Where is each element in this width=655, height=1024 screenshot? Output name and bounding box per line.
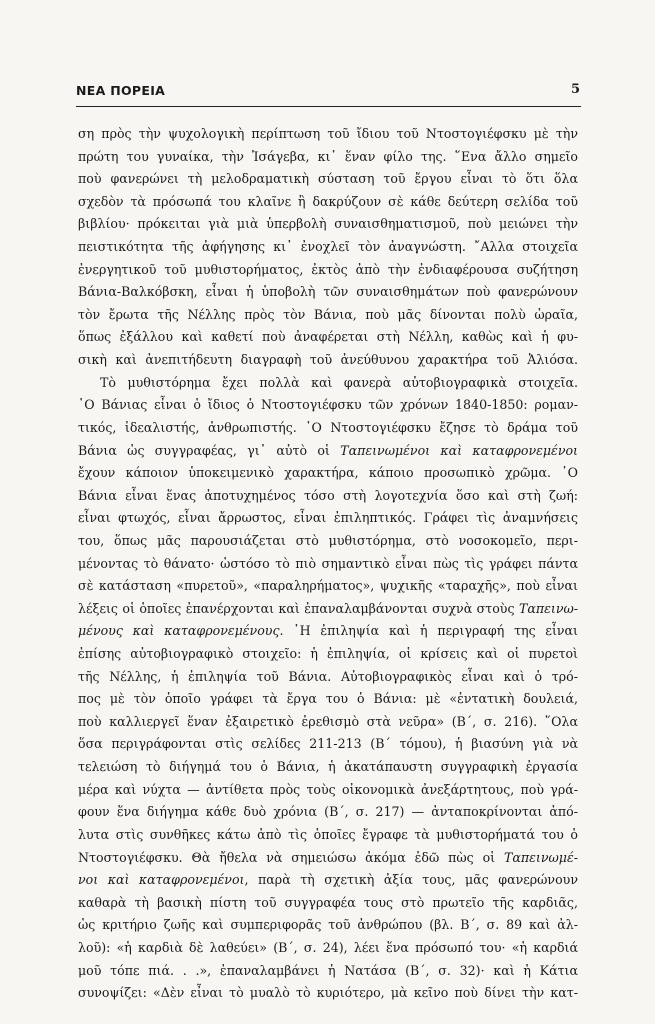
text-line: [78, 259, 578, 282]
italic-title-run: νοι καὶ καταφρονεμένοι: [78, 872, 245, 888]
text-run: συνοψίζει: «Δὲν εἶναι τὸ μυαλὸ τὸ κυριότερο, μὰ κεῖνο ποὺ δίνει τὴν κατ-: [78, 985, 578, 1001]
text-run: σὲ κατάσταση «πυρετοῦ», «παραληρήματος», ψυχικῆς «ταραχῆς», ποὺ εἶναι: [78, 578, 578, 594]
italic-title-run: Ταπεινω-: [518, 600, 578, 616]
text-line: [78, 869, 578, 892]
text-line: [78, 982, 578, 1005]
text-run: μένοντας τὸ θάνατο· ὡστόσο τὸ πιὸ σημαντικὸ εἶναι πὼς τὶς γράφει πάντα: [78, 555, 578, 571]
text-run: ποὺ καλλιεργεῖ ἕναν ἐξαιρετικὸ ἐρεθισμὸ στὰ νεῦρα» (Β΄, σ. 216). ῞Ολα: [78, 713, 578, 729]
text-line: [78, 349, 578, 372]
text-line: [78, 756, 578, 779]
header-rule: [76, 106, 581, 107]
text-line: [78, 440, 578, 463]
text-line: [78, 462, 578, 485]
text-line: [78, 575, 578, 598]
text-run: τικός, ἰδεαλιστής, ἀνθρωπιστής. ῾Ο Ντοστογιέφσκυ ἔζησε τὸ δράμα τοῦ: [78, 419, 578, 435]
text-line: [78, 620, 578, 643]
text-line: [78, 530, 578, 553]
text-run: μέρα καὶ νύχτα — ἀντίθετα πρὸς τοὺς οἰκονομικὰ ἀνεξάρτητους, ποὺ γρά-: [78, 781, 578, 797]
text-run: ὅσα περιγράφονται στὶς σελίδες 211-213 (Β΄ τόμου), ἡ βιασύνη γιὰ νὰ: [78, 736, 578, 752]
text-line: [78, 598, 578, 621]
text-run: , παρὰ τὴ σχετικὴ ἀξία τους, μᾶς φανερώνουν: [244, 872, 578, 888]
text-run: Βάνια εἶναι ἕνας ἀποτυχημένος τόσο στὴ λογοτεχνία ὅσο καὶ στὴ ζωή:: [78, 487, 578, 503]
text-run: τὸν ἔρωτα τῆς Νέλλης πρὸς τὸν Βάνια, ποὺ μᾶς δίνονται πολὺ ὡραῖα,: [78, 306, 578, 322]
text-run: λοῦ): «ἡ καρδιὰ δὲ λαθεύει» (Β΄, σ. 24), λέει ἕνα πρόσωπό του· «ἡ καρδιά: [78, 939, 578, 955]
text-run: φουν ἕνα διήγημα κάθε δυὸ χρόνια (Β΄, σ. 217) — ἀνταποκρίνονται ἀπό-: [78, 804, 578, 820]
text-line: [78, 168, 578, 191]
text-run: πειστικότητα τῆς ἀφήγησης κι᾽ ἐνοχλεῖ τὸν ἀναγνώστη. ῎Αλλα στοιχεῖα: [78, 239, 578, 255]
text-line: [78, 485, 578, 508]
text-run: ἔχουν κάποιον ὑποκειμενικὸ χαρακτήρα, κάποιο προσωπικὸ χρῶμα. ῾Ο: [78, 465, 578, 481]
text-run: σχεδὸν τὰ πρόσωπά του κλαῖνε ἢ δακρύζουν σὲ κάθε δεύτερη σελίδα τοῦ: [78, 193, 578, 209]
italic-title-run: μένους καὶ καταφρονεμένους: [78, 623, 280, 639]
text-run: τῆς Νέλλης, ἡ ἐπιληψία τοῦ Βάνια. Αὐτοβιογραφικὸς εἶναι καὶ ὁ τρό-: [78, 668, 578, 684]
text-run: σικὴ καὶ ἀνεπιτήδευτη διαγραφὴ τοῦ ἀνεύθυνου χαρακτήρα τοῦ Ἀλιόσα.: [78, 352, 578, 368]
text-line: [78, 733, 578, 756]
text-run: ὅπως ἐξάλλου καὶ καθετί ποὺ ἀναφέρεται στὴ Νέλλη, καθὼς καὶ ἡ φυ-: [78, 329, 578, 345]
text-run: Ντοστογιέφσκυ. Θὰ ἤθελα νὰ σημειώσω ἀκόμα ἐδῶ πὼς οἱ: [78, 849, 504, 865]
text-run: τελειώση τὸ διήγημά του ὁ Βάνια, ἡ ἀκατάπαυστη συγγραφικὴ ἐργασία: [78, 759, 578, 775]
text-line: [78, 191, 578, 214]
running-header: [76, 83, 584, 103]
text-line: [78, 824, 578, 847]
body-text: [78, 123, 578, 1005]
italic-title-run: Ταπεινωμέ-: [503, 849, 578, 865]
text-run: λέξεις οἱ ὁποῖες ἐπανέρχονται καὶ ἐπαναλαμβάνονται συχνὰ στοὺς: [78, 600, 519, 616]
text-line: [78, 960, 578, 983]
text-run: λυτα στὶς συνθῆκες κάτω ἀπὸ τὶς ὁποῖες ἔγραφε τὰ μυθιστορήματά του ὁ: [78, 826, 578, 842]
text-line: [78, 146, 578, 169]
text-run: εἶναι φτωχός, εἶναι ἄρρωστος, εἶναι ἐπιληπτικός. Γράφει τὶς ἀναμνήσεις: [78, 510, 578, 526]
text-line: [78, 326, 578, 349]
text-run: Βάνια ὡς συγγραφέας, γι᾽ αὐτὸ οἱ: [78, 442, 341, 458]
text-line: [78, 801, 578, 824]
text-run: πρώτη του γυναίκα, τὴν Ἰσάγεβα, κι᾽ ἕναν φίλο της. ῞Ενα ἄλλο σημεῖο: [78, 148, 578, 164]
text-line: [78, 779, 578, 802]
text-line: [78, 643, 578, 666]
text-run: του, ὅπως μᾶς παρουσιάζεται στὸ μυθιστόρημα, στὸ νοσοκομεῖο, περι-: [78, 532, 578, 548]
italic-title-run: Ταπεινωμένοι καὶ καταφρονεμένοι: [340, 442, 578, 458]
text-run: ῾Ο Βάνιας εἶναι ὁ ἴδιος ὁ Ντοστογιέφσκυ τῶν χρόνων 1840-1850: ρομαν-: [78, 397, 578, 413]
text-run: ἐπίσης αὐτοβιογραφικὸ στοιχεῖο: ἡ ἐπιληψία, οἱ κρίσεις καὶ οἱ πυρετοὶ: [78, 646, 578, 662]
text-line: [78, 914, 578, 937]
text-line: [78, 688, 578, 711]
text-run: ποὺ φανερώνει τὴ μελοδραματικὴ σύσταση τοῦ ἔργου εἶναι τὸ ὅτι ὅλα: [78, 171, 578, 187]
text-run: Τὸ μυθιστόρημα ἔχει πολλὰ καὶ φανερὰ αὐτοβιογραφικὰ στοιχεῖα.: [100, 374, 578, 390]
text-line: [78, 666, 578, 689]
text-line: [78, 847, 578, 870]
text-line: [78, 417, 578, 440]
text-run: ση πρὸς τὴν ψυχολογικὴ περίπτωση τοῦ ἴδιου τοῦ Ντοστογιέφσκυ μὲ τὴν: [78, 126, 578, 141]
text-run: . ῾Η ἐπιληψία καὶ ἡ περιγραφή της εἶναι: [279, 623, 578, 639]
text-line: [78, 394, 578, 417]
text-line: [78, 937, 578, 960]
page-number: 5: [570, 82, 580, 97]
text-run: μοῦ τόπε πιά. . .», ἐπαναλαμβάνει ἡ Νατάσα (Β΄, σ. 32)· καὶ ἡ Κάτια: [78, 962, 578, 978]
text-run: πος μὲ τὸν ὁποῖο γράφει τὰ ἔργα του ὁ Βάνια: μὲ «ἐντατικὴ δουλειά,: [78, 691, 578, 707]
text-line: [78, 711, 578, 734]
text-run: ὡς κριτήριο ζωῆς καὶ συμπεριφορᾶς τοῦ ἀνθρώπου (βλ. Β΄, σ. 89 καὶ ἀλ-: [78, 917, 578, 933]
text-run: Βάνια-Βαλκόβσκη, εἶναι ἡ ὑποβολὴ τῶν συναισθημάτων ποὺ φανερώνουν: [78, 284, 578, 300]
text-line: [78, 507, 578, 530]
text-line: [78, 372, 578, 395]
text-line: [78, 281, 578, 304]
text-line: [78, 236, 578, 259]
journal-title: ΝΕΑ ΠΟΡΕΙΑ: [76, 83, 166, 98]
text-line: [78, 892, 578, 915]
text-run: καθαρὰ τὴ βασικὴ πίστη τοῦ συγγραφέα τους στὸ πρωτεῖο τῆς καρδιᾶς,: [78, 894, 578, 910]
text-line: [78, 123, 578, 146]
text-line: [78, 553, 578, 576]
text-line: [78, 304, 578, 327]
text-run: βιβλίου· πρόκειται γιὰ μιὰ ὑπερβολὴ συναισθηματισμοῦ, ποὺ μειώνει τὴν: [78, 216, 578, 232]
text-line: [78, 213, 578, 236]
text-run: ἐνεργητικοῦ τοῦ μυθιστορήματος, ἐκτὸς ἀπὸ τὴν ἐνδιαφέρουσα συζήτηση: [78, 261, 578, 277]
